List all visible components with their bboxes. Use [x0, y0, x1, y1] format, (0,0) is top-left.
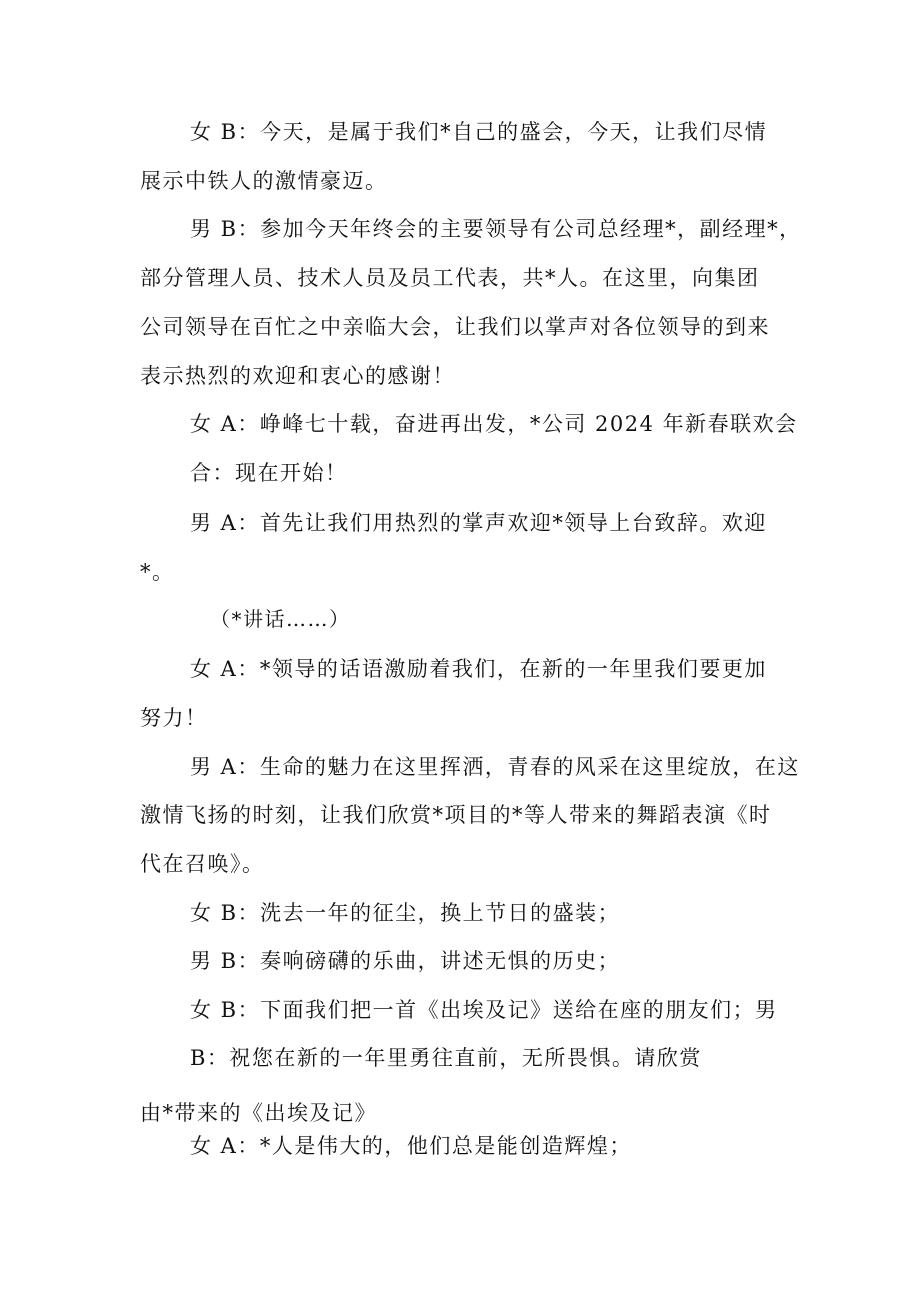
dialogue-line: *。 [140, 560, 175, 584]
dialogue-line: 女 B：今天，是属于我们*自己的盛会，今天，让我们尽情 [190, 120, 768, 144]
dialogue-line: 合：现在开始！ [190, 461, 348, 485]
dialogue-line: 努力！ [140, 706, 208, 730]
dialogue-line: 男 B：奏响磅礴的乐曲，讲述无惧的历史； [190, 949, 621, 973]
dialogue-line: 由*带来的《出埃及记》 [140, 1101, 377, 1125]
dialogue-line: 代在召唤》。 [140, 852, 265, 876]
dialogue-line: 展示中铁人的激情豪迈。 [140, 169, 388, 193]
dialogue-line: 女 A：*人是伟大的，他们总是能创造辉煌； [190, 1134, 632, 1158]
dialogue-line: B：祝您在新的一年里勇往直前，无所畏惧。请欣赏 [190, 1046, 702, 1070]
dialogue-line: 女 B：洗去一年的征尘，换上节日的盛装； [190, 901, 621, 925]
dialogue-line: 公司领导在百忙之中亲临大会，让我们以掌声对各位领导的到来 [140, 315, 770, 339]
dialogue-line: 表示热烈的欢迎和衷心的感谢！ [140, 364, 455, 388]
dialogue-line: 女 A：*领导的话语激励着我们，在新的一年里我们要更加 [190, 657, 767, 681]
dialogue-line: 男 A：生命的魅力在这里挥洒，青春的风采在这里绽放，在这 [190, 755, 800, 779]
stage-direction: （*讲话……） [210, 607, 351, 631]
dialogue-line: 男 B：参加今天年终会的主要领导有公司总经理*，副经理*， [190, 217, 802, 241]
dialogue-line: 女 A：峥峰七十载，奋进再出发，*公司 2024 年新春联欢会 [190, 412, 798, 436]
dialogue-line: 女 B：下面我们把一首《出埃及记》送给在座的朋友们；男 [190, 998, 778, 1022]
dialogue-line: 激情飞扬的时刻，让我们欣赏*项目的*等人带来的舞蹈表演《时 [140, 803, 772, 827]
dialogue-line: 男 A：首先让我们用热烈的掌声欢迎*领导上台致辞。欢迎 [190, 511, 767, 535]
dialogue-line: 部分管理人员、技术人员及员工代表，共*人。在这里，向集团 [140, 266, 760, 290]
